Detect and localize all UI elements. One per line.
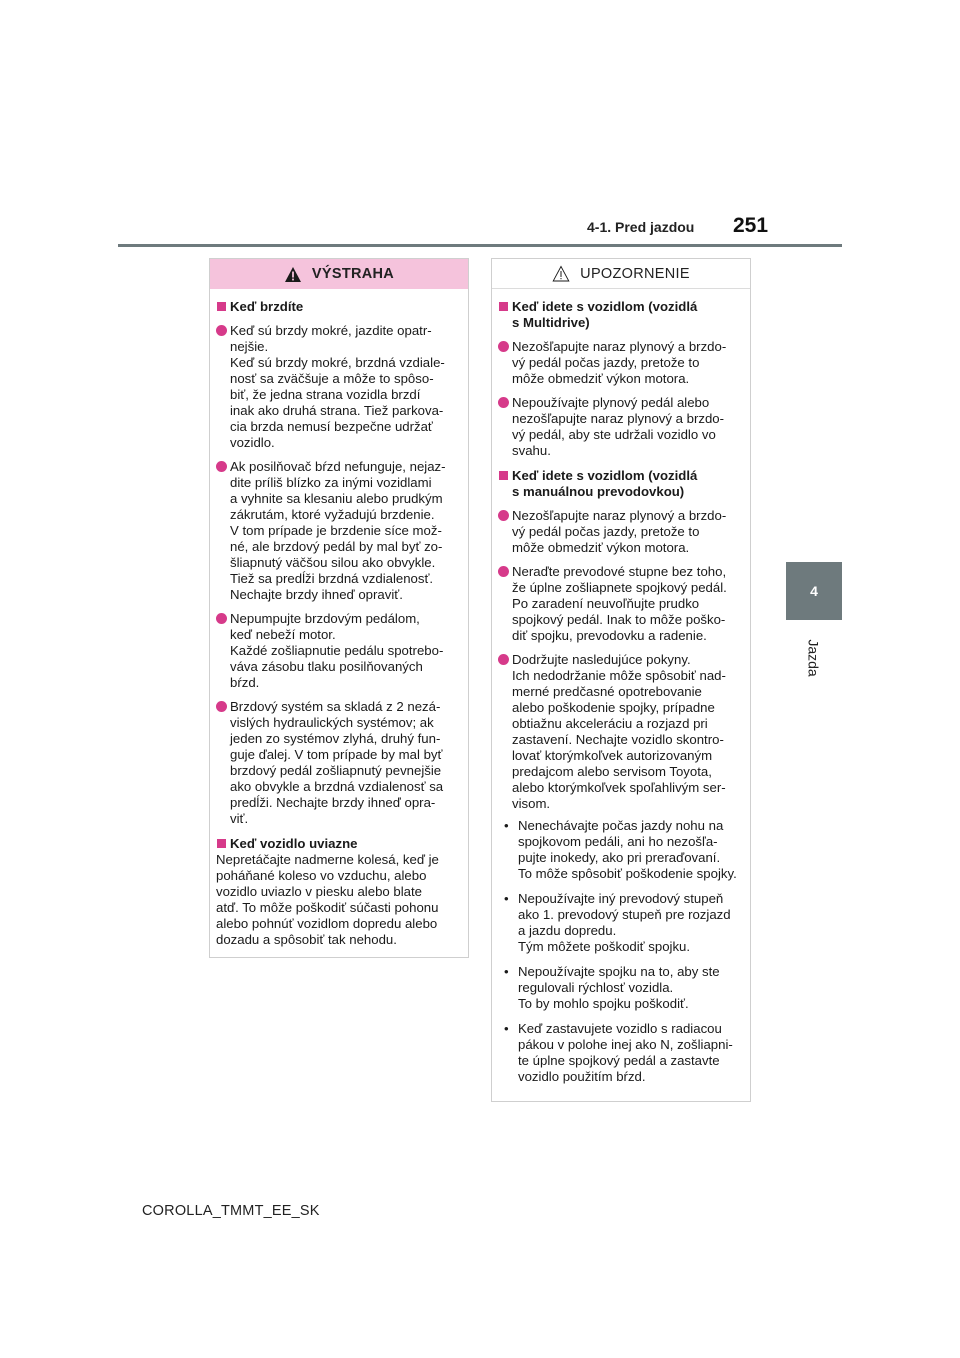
chapter-tab: 4 (786, 562, 842, 620)
item-text: Brzdový systém sa skladá z 2 nezá- vislých hydraulických systémov; ak jeden zo systémov zlyhá, druhý fun- guje ďalej. V tom prípade by mal byť brzdový pedál zošliapnutý pevnejšie ako obvykle a brzdná vzdialenosť sa predĺži. Nechajte brzdy ihneď opra- viť. (230, 699, 444, 826)
list-item (498, 508, 744, 556)
square-bullet-icon (217, 302, 226, 311)
item-text: Nezošľapujte naraz plynový a brzdo- vý pedál počas jazdy, pretože to môže obmedziť výkon motora. (512, 508, 727, 555)
sub-item-text: Keď zastavujete vozidlo s radiacou pákou v polohe inej ako N, zošliapni- te úplne spojkový pedál a zastavte vozidlo použitím bŕzd. (518, 1021, 733, 1084)
sub-list-item (498, 818, 744, 882)
warning-body (210, 289, 468, 948)
list-item (498, 652, 744, 812)
item-text: Keď sú brzdy mokré, jazdite opatr- nejšie. Keď sú brzdy mokré, brzdná vzdiale- nosť sa zväčšuje a môže to spôso- biť, že jedna strana vozidla brzdí inak ako druhá strana. Tiež parkova- cia brzda nemusí bezpečne udržať vozidlo. (230, 323, 445, 450)
item-text: Nepoužívajte plynový pedál alebo nezošľapujte naraz plynový a brzdo- vý pedál, aby ste udržali vozidlo vo svahu. (512, 395, 725, 458)
circle-bullet-icon (498, 397, 509, 408)
warning-title: VÝSTRAHA (311, 266, 395, 282)
sub-list-item (498, 891, 744, 955)
heading-text: Keď vozidlo uviazne (230, 836, 358, 851)
item-text: Ak posilňovač bŕzd nefunguje, nejaz- dite príliš blízko za inými vozidlami a vyhnite sa klesaniu alebo prudkým zákrutám, ktoré vyžadujú brzdenie. V tom prípade je brzdenie síce mož- né, ale brzdový pedál by mal byť zo- šliapnutý väčšou silou ako obvykle. Tiež sa predĺži brzdná vzdialenosť. Nechajte brzdy ihneď opraviť. (230, 459, 446, 602)
bullet-glyph: • (504, 1021, 509, 1036)
sub-list-item (498, 1021, 744, 1085)
bullet-glyph: • (504, 964, 509, 979)
heading-text: Keď brzdíte (230, 299, 304, 314)
circle-bullet-icon (216, 701, 227, 712)
heading-text: Keď idete s vozidlom (vozidlá s Multidrive) (512, 299, 698, 330)
caution-header (492, 259, 750, 289)
caution-triangle-icon (552, 265, 570, 282)
circle-bullet-icon (216, 461, 227, 472)
section-heading (216, 836, 462, 852)
section-heading (498, 468, 744, 500)
warning-panel (209, 258, 469, 958)
warning-triangle-icon (284, 266, 302, 283)
circle-bullet-icon (498, 341, 509, 352)
list-item (216, 323, 462, 451)
bullet-glyph: • (504, 891, 509, 906)
circle-bullet-icon (498, 566, 509, 577)
sub-item-text: Nepoužívajte spojku na to, aby ste regulovali rýchlosť vozidla. To by mohlo spojku poškodiť. (518, 964, 720, 1011)
circle-bullet-icon (216, 613, 227, 624)
document-id: COROLLA_TMMT_EE_SK (142, 1203, 320, 1219)
section-heading (216, 299, 462, 315)
sub-item-text: Nenechávajte počas jazdy nohu na spojkovom pedáli, ani ho nezošľa- pujte inokedy, ako pri preraďovaní. To môže spôsobiť poškodenie spojky. (518, 818, 737, 881)
chapter-label (786, 628, 842, 688)
item-text: Nepumpujte brzdovým pedálom, keď nebeží motor. Každé zošliapnutie pedálu spotrebo- váva zásobu tlaku posilňovaných bŕzd. (230, 611, 444, 690)
caution-body (492, 289, 750, 1085)
header-divider (118, 244, 842, 247)
square-bullet-icon (499, 302, 508, 311)
item-text: Dodržujte nasledujúce pokyny. Ich nedodržanie môže spôsobiť nad- merné predčasné opotrebovanie alebo poškodenie spojky, prípadne obtiažnu akceleráciu a rozjazd pri zastavení. Nechajte vozidlo skontro- lovať ktorýmkoľvek autorizovaným predajcom alebo servisom Toyota, alebo ktorýmkoľvek spoľahlivým ser- visom. (512, 652, 726, 811)
section-title: 4-1. Pred jazdou (587, 219, 695, 235)
sub-item-text: Nepoužívajte iný prevodový stupeň ako 1. prevodový stupeň pre rozjazd a jazdu dopredu. Tým môžete poškodiť spojku. (518, 891, 731, 954)
list-item (216, 699, 462, 827)
square-bullet-icon (217, 839, 226, 848)
item-text: Neraďte prevodové stupne bez toho, že úplne zošliapnete spojkový pedál. Po zaradení neuvoľňujte prudko spojkový pedál. Inak to môže poško- diť spojku, prevodovku a radenie. (512, 564, 727, 643)
list-item (498, 339, 744, 387)
page-number: 251 (733, 214, 769, 237)
heading-text: Keď idete s vozidlom (vozidlá s manuálnou prevodovkou) (512, 468, 698, 499)
list-item (498, 564, 744, 644)
list-item (216, 611, 462, 691)
circle-bullet-icon (498, 510, 509, 521)
paragraph: Nepretáčajte nadmerne kolesá, keď je poháňané koleso vo vzduchu, alebo vozidlo uviazlo v piesku alebo blate atď. To môže poškodiť súčasti pohonu alebo pohnúť vozidlom dopredu alebo dozadu a spôsobiť tak nehodu. (216, 852, 439, 947)
circle-bullet-icon (216, 325, 227, 336)
bullet-glyph: • (504, 818, 509, 833)
square-bullet-icon (499, 471, 508, 480)
caution-title: UPOZORNENIE (580, 265, 690, 282)
warning-header (210, 259, 468, 289)
section-heading (498, 299, 744, 331)
chapter-label-text: Jazda (805, 639, 822, 677)
list-item (216, 459, 462, 603)
list-item (498, 395, 744, 459)
item-text: Nezošľapujte naraz plynový a brzdo- vý pedál počas jazdy, pretože to môže obmedziť výkon motora. (512, 339, 727, 386)
caution-panel (491, 258, 751, 1102)
sub-list-item (498, 964, 744, 1012)
circle-bullet-icon (498, 654, 509, 665)
